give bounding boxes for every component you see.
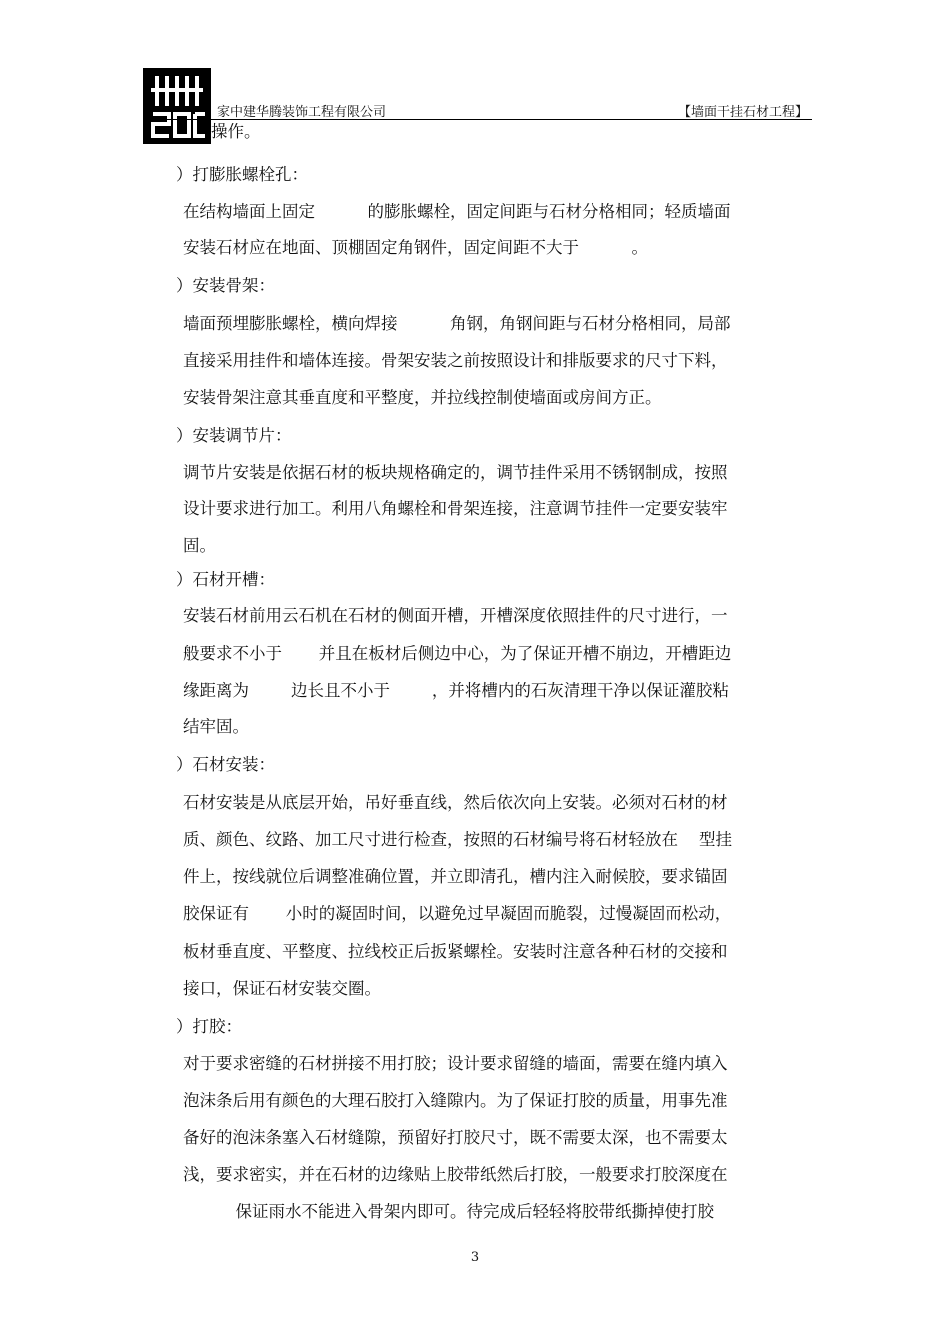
section-heading: ）打膨胀螺栓孔： — [176, 165, 308, 184]
header-doc-title: 【墙面干挂石材工程】 — [677, 105, 808, 120]
section-heading: ）安装骨架： — [176, 276, 275, 295]
paragraph-line: 直接采用挂件和墙体连接。骨架安装之前按照设计和排版要求的尺寸下料， — [183, 351, 728, 370]
header-company: 家中建华腾装饰工程有限公司 — [217, 105, 387, 120]
paragraph-line: 安装石材应在地面、顶棚固定角钢件，固定间距不大于 。 — [183, 238, 648, 257]
paragraph-line: 保证雨水不能进入骨架内即可。待完成后轻轻将胶带纸撕掉使打胶 — [183, 1202, 714, 1221]
paragraph-line: 设计要求进行加工。利用八角螺栓和骨架连接，注意调节挂件一定要安装牢 — [183, 499, 728, 518]
section-heading: ）石材开槽： — [176, 570, 275, 589]
section-heading: ）安装调节片： — [176, 426, 292, 445]
paragraph-line: 胶保证有 小时的凝固时间，以避免过早凝固而脆裂，过慢凝固而松动， — [183, 904, 732, 923]
paragraph-line: 般要求不小于 并且在板材后侧边中心，为了保证开槽不崩边，开槽距边 — [183, 644, 732, 663]
paragraph-line: 缘距离为 边长且不小于 ，并将槽内的石灰清理干净以保证灌胶粘 — [183, 681, 729, 700]
paragraph-line: 质、颜色、纹路、加工尺寸进行检查，按照的石材编号将石材轻放在 型挂 — [183, 830, 732, 849]
paragraph-line: 墙面预埋膨胀螺栓，横向焊接 角钢，角钢间距与石材分格相同，局部 — [183, 314, 731, 333]
paragraph-line: 泡沫条后用有颜色的大理石胶打入缝隙内。为了保证打胶的质量，用事先准 — [183, 1091, 728, 1110]
paragraph-line: 调节片安装是依据石材的板块规格确定的，调节挂件采用不锈钢制成，按照 — [183, 463, 728, 482]
paragraph-line: 安装骨架注意其垂直度和平整度，并拉线控制使墙面或房间方正。 — [183, 388, 662, 407]
paragraph-line: 浅，要求密实，并在石材的边缘贴上胶带纸然后打胶，一般要求打胶深度在 — [183, 1165, 728, 1184]
paragraph-line: 对于要求密缝的石材拼接不用打胶；设计要求留缝的墙面，需要在缝内填入 — [183, 1054, 728, 1073]
paragraph-line: 接口，保证石材安装交圈。 — [183, 979, 381, 998]
paragraph-line: 结牢固。 — [183, 717, 249, 736]
paragraph-line: 安装石材前用云石机在石材的侧面开槽，开槽深度依照挂件的尺寸进行，一 — [183, 606, 728, 625]
section-heading: ）石材安装： — [176, 755, 275, 774]
page-header — [143, 99, 812, 120]
carryover-text: 操作。 — [211, 122, 261, 141]
paragraph-line: 固。 — [183, 536, 216, 555]
paragraph-line: 件上，按线就位后调整准确位置，并立即清孔，槽内注入耐候胶，要求锚固 — [183, 867, 728, 886]
paragraph-line: 石材安装是从底层开始，吊好垂直线，然后依次向上安装。必须对石材的材 — [183, 793, 728, 812]
section-heading: ）打胶： — [176, 1017, 242, 1036]
page-number: 3 — [470, 1250, 480, 1265]
paragraph-line: 备好的泡沫条塞入石材缝隙，预留好打胶尺寸，既不需要太深，也不需要太 — [183, 1128, 728, 1147]
paragraph-line: 在结构墙面上固定 的膨胀螺栓，固定间距与石材分格相同；轻质墙面 — [183, 202, 731, 221]
paragraph-line: 板材垂直度、平整度、拉线校正后扳紧螺栓。安装时注意各种石材的交接和 — [183, 942, 728, 961]
